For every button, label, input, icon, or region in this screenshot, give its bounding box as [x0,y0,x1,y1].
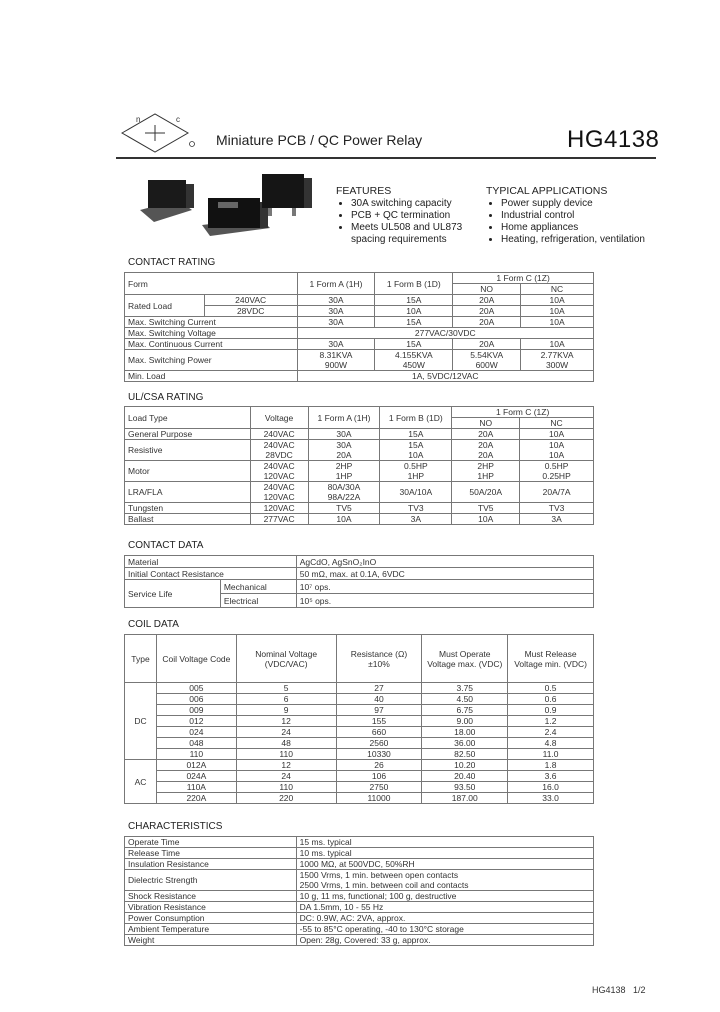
row-label: Max. Switching Voltage [125,328,298,339]
form-label: Form [125,273,298,295]
form-c-header: 1 Form C (1Z) [453,273,594,284]
cell: 12 [236,760,336,771]
cell: 3.6 [508,771,594,782]
cell [296,935,593,946]
cell-line: 20A [478,440,494,450]
cell: 10A [521,339,594,350]
coil-type-label: AC [125,760,157,804]
cell-line: 900W [324,360,348,370]
cell-line: 10A [549,450,565,460]
cell-line: DA 1.5mm, 10 - 55 Hz [299,902,384,912]
cell-line: 0.5HP [544,461,569,471]
table-row [125,902,594,913]
cell-line: 8.31KVA [319,350,353,360]
cell: 6 [236,694,336,705]
table-row [125,738,594,749]
nominal-header: Nominal Voltage (VDC/VAC) [236,635,336,683]
cell-line: 0.5HP [404,461,428,471]
cell: 10⁷ ops. [296,580,593,594]
cell: 9 [236,705,336,716]
cell-line: 0.25HP [542,471,571,481]
cell [296,870,593,891]
cell: 12 [236,716,336,727]
cell [296,924,593,935]
cell-line: 120VAC [263,492,295,502]
cell: 110A [156,782,236,793]
ul-rating-title: UL/CSA RATING [128,392,204,403]
no-header: NO [453,284,521,295]
cell: 15A [375,339,453,350]
cell [296,902,593,913]
row-sublabel: Electrical [220,594,296,608]
cell: 30A [308,429,380,440]
nc-header: NC [521,284,594,295]
cell: 10A [452,514,520,525]
list-item: • Industrial control [501,210,645,222]
cell: 009 [156,705,236,716]
cell: 48 [236,738,336,749]
cell-line: 20A [478,450,494,460]
list-item: • PCB + QC termination [351,210,462,222]
cell: 40 [336,694,422,705]
coil-data-table [124,634,594,804]
cell-line: 2HP [335,461,353,471]
list-item: • 30A switching capacity [351,198,462,210]
release-header: Must Release Voltage min. (VDC) [508,635,594,683]
row-label: Max. Switching Current [125,317,298,328]
cell: 10A [521,317,594,328]
cell: 36.00 [422,738,508,749]
nc-header: NC [520,418,594,429]
cell: 50A/20A [452,482,520,503]
cell [453,350,521,371]
page-number: 1/2 [633,985,646,995]
cell: 30A [297,295,375,306]
row-label: General Purpose [125,429,251,440]
ul-rating-table [124,406,594,525]
cell: 0.6 [508,694,594,705]
table-row [125,870,594,891]
row-label: Max. Continuous Current [125,339,298,350]
cell: 30A [297,317,375,328]
cell: 106 [336,771,422,782]
list-item: • Home appliances [501,222,645,234]
cell: 20.40 [422,771,508,782]
cell-line: 1000 MΩ, at 500VDC, 50%RH [299,859,415,869]
characteristics-table [124,836,594,946]
cell [296,913,593,924]
cell [296,859,593,870]
cell [250,440,308,461]
cell: 2.4 [508,727,594,738]
table-row [125,782,594,793]
applications-title: TYPICAL APPLICATIONS [486,185,608,197]
cell: 4.50 [422,694,508,705]
no-header: NO [452,418,520,429]
row-label: Min. Load [125,371,298,382]
cell: 110 [236,782,336,793]
cell: 1.8 [508,760,594,771]
cell: 15A [375,295,453,306]
cell: 277VAC [250,514,308,525]
characteristics-title: CHARACTERISTICS [128,821,223,832]
row-label: Weight [125,935,297,946]
cell: TV3 [380,503,452,514]
cell [452,461,520,482]
cell-line: 10A [408,450,424,460]
form-b-header: 1 Form B (1D) [380,407,452,429]
contact-data-table [124,555,594,608]
cell-line: 240VAC [263,482,295,492]
cell: 9.00 [422,716,508,727]
cell: 15A [375,317,453,328]
cell: 1.2 [508,716,594,727]
table-row [125,727,594,738]
cell-line: 300W [545,360,569,370]
row-label: Shock Resistance [125,891,297,902]
table-row [125,859,594,870]
voltage-header: Voltage [250,407,308,429]
cell-line: 28VDC [265,450,293,460]
cell: AgCdO, AgSnO₂InO [296,556,593,568]
cell: 155 [336,716,422,727]
cell-line: 10 g, 11 ms, functional; 100 g, destructive [299,891,457,901]
cell-line: 4.155KVA [394,350,433,360]
cell: TV3 [520,503,594,514]
cell: 120VAC [250,503,308,514]
cell [520,440,594,461]
cell: 024A [156,771,236,782]
list-item: • Heating, refrigeration, ventilation [501,234,645,246]
cell: 27 [336,683,422,694]
cell [520,461,594,482]
cell-line: 2500 Vrms, 1 min. between coil and contacts [299,880,469,890]
list-item: • Power supply device [501,198,645,210]
cell: 20A [453,295,521,306]
cell: 10A [308,514,380,525]
row-label: Max. Switching Power [125,350,298,371]
table-row [125,891,594,902]
cell: 048 [156,738,236,749]
cell: 3A [380,514,452,525]
relay-product-photo [140,170,320,240]
cell [308,461,380,482]
row-label: Ambient Temperature [125,924,297,935]
cell-line: 240VAC [263,461,295,471]
row-label: Resistive [125,440,251,461]
cell [375,350,453,371]
cell-line: 15A [408,440,424,450]
cell-line: 2HP [477,461,494,471]
cell: 006 [156,694,236,705]
row-label: LRA/FLA [125,482,251,503]
cell-line: -55 to 85°C operating, -40 to 130°C storage [299,924,464,934]
operate-header: Must Operate Voltage max. (VDC) [422,635,508,683]
cell: 26 [336,760,422,771]
row-label: Motor [125,461,251,482]
cell-line: 450W [402,360,425,370]
contact-data-title: CONTACT DATA [128,540,204,551]
row-sublabel: Mechanical [220,580,296,594]
table-row [125,837,594,848]
cell-line: 30A [336,440,352,450]
cell: TV5 [308,503,380,514]
table-row [125,771,594,782]
cell: 0.5 [508,683,594,694]
cell-line: DC: 0.9W, AC: 2VA, approx. [299,913,406,923]
cell [297,350,375,371]
contact-rating-title: CONTACT RATING [128,257,216,268]
row-label: Vibration Resistance [125,902,297,913]
form-b-header: 1 Form B (1D) [375,273,453,295]
cell-line: 1500 Vrms, 1 min. between open contacts [299,870,459,880]
cell: 24 [236,727,336,738]
cell-line: 240VAC [263,440,295,450]
cell: 93.50 [422,782,508,793]
cell: 110 [156,749,236,760]
cell-line: 1HP [477,471,494,481]
cell: 277VAC/30VDC [297,328,593,339]
cell: 024 [156,727,236,738]
svg-text:c: c [176,115,180,124]
form-a-header: 1 Form A (1H) [308,407,380,429]
cell: 33.0 [508,793,594,804]
table-row [125,716,594,727]
cell: 0.9 [508,705,594,716]
cell: 660 [336,727,422,738]
features-block [336,185,462,246]
cell: 3.75 [422,683,508,694]
cell [250,482,308,503]
cell: 20A/7A [520,482,594,503]
svg-text:n: n [136,115,141,124]
cell-line: 600W [475,360,498,370]
cell: 15A [380,429,452,440]
row-label: Dielectric Strength [125,870,297,891]
cell: 012A [156,760,236,771]
cell [380,461,452,482]
list-item: spacing requirements [351,234,447,245]
cell [296,891,593,902]
cell [308,440,380,461]
table-row [125,760,594,771]
cell [521,350,594,371]
cell: 11.0 [508,749,594,760]
cell: 6.75 [422,705,508,716]
cell: 10A [521,306,594,317]
cell: 187.00 [422,793,508,804]
cell: 20A [453,306,521,317]
cell: 3A [520,514,594,525]
features-title: FEATURES [336,185,392,197]
cell: 5 [236,683,336,694]
cell-line: 1HP [407,471,425,481]
coil-type-label: DC [125,683,157,760]
form-a-header: 1 Form A (1H) [297,273,375,295]
footer-model: HG4138 [592,985,626,995]
cell: 10A [521,295,594,306]
cell: 30A/10A [380,482,452,503]
cell: 30A [297,306,375,317]
cell [296,848,593,859]
row-label: Initial Contact Resistance [125,568,297,580]
cell: 1A, 5VDC/12VAC [297,371,593,382]
cell: 16.0 [508,782,594,793]
cell: 10330 [336,749,422,760]
cell: 11000 [336,793,422,804]
rated-voltage: 240VAC [204,295,297,306]
page-subtitle: Miniature PCB / QC Power Relay [216,132,423,148]
row-label: Power Consumption [125,913,297,924]
form-c-header: 1 Form C (1Z) [452,407,594,418]
page-footer [592,985,646,995]
rated-voltage: 28VDC [204,306,297,317]
load-type-header: Load Type [125,407,251,429]
cell-line: 1HP [335,471,353,481]
row-label: Release Time [125,848,297,859]
table-row [125,749,594,760]
table-row [125,683,594,694]
resistance-header: Resistance (Ω) ±10% [336,635,422,683]
row-label: Material [125,556,297,568]
row-label: Tungsten [125,503,251,514]
cell: 10A [375,306,453,317]
cell-line: 10A [549,440,565,450]
coil-data-title: COIL DATA [128,619,179,630]
cell-line: 20A [336,450,352,460]
row-label: Operate Time [125,837,297,848]
cell: 10⁵ ops. [296,594,593,608]
cell: 24 [236,771,336,782]
table-row [125,694,594,705]
cell: 97 [336,705,422,716]
cell: 005 [156,683,236,694]
type-header: Type [125,635,157,683]
table-row [125,924,594,935]
code-header: Coil Voltage Code [156,635,236,683]
table-row [125,913,594,924]
certification-logo [112,112,198,154]
cell: TV5 [452,503,520,514]
row-label: Service Life [125,580,221,608]
cell: 2560 [336,738,422,749]
table-row [125,793,594,804]
cell-line: 120VAC [263,471,295,481]
cell: 4.8 [508,738,594,749]
cell: 20A [452,429,520,440]
cell-line: Open: 28g, Covered: 33 g, approx. [299,935,431,945]
cell: 20A [453,317,521,328]
model-number: HG4138 [567,126,660,153]
cell: 110 [236,749,336,760]
rated-load-label: Rated Load [125,295,205,317]
cell: 30A [297,339,375,350]
cell-line: 15 ms. typical [299,837,352,847]
cell-line: 5.54KVA [470,350,504,360]
cell: 10A [520,429,594,440]
cell [452,440,520,461]
cell: 220A [156,793,236,804]
cell-line: 10 ms. typical [299,848,352,858]
table-row [125,705,594,716]
cell-line: 98A/22A [327,492,361,502]
cell: 20A [453,339,521,350]
list-item: • Meets UL508 and UL873 [351,222,462,234]
table-row [125,935,594,946]
applications-block [486,185,645,246]
cell: 10.20 [422,760,508,771]
cell: 50 mΩ, max. at 0.1A, 6VDC [296,568,593,580]
cell: 2750 [336,782,422,793]
table-row [125,848,594,859]
cell-line: 2.77KVA [540,350,574,360]
row-label: Insulation Resistance [125,859,297,870]
cell: 18.00 [422,727,508,738]
cell [296,837,593,848]
header-divider [116,157,656,159]
cell [308,482,380,503]
row-label: Ballast [125,514,251,525]
cell: 240VAC [250,429,308,440]
cell: 012 [156,716,236,727]
cell: 82.50 [422,749,508,760]
cell [380,440,452,461]
contact-rating-table [124,272,594,382]
cell-line: 80A/30A [327,482,361,492]
cell [250,461,308,482]
cell: 220 [236,793,336,804]
